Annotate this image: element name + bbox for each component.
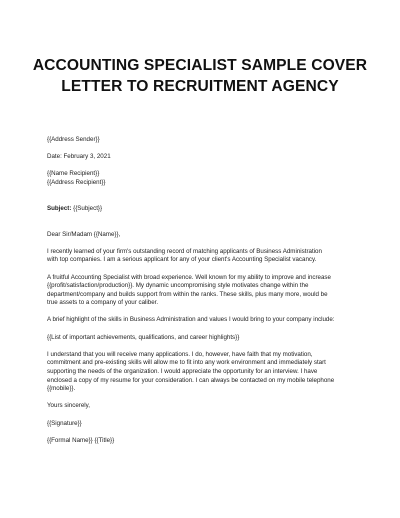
subject-label: Subject: — [47, 204, 72, 212]
paragraph-line: I understand that you will receive many applications. I do, however, have faith that my motivation, — [47, 350, 313, 358]
highlights-placeholder: {{List of important achievements, qualifications, and career highlights}} — [47, 333, 240, 341]
paragraph-1 — [47, 248, 369, 265]
name-recipient: {{Name Recipient}} — [47, 170, 100, 178]
paragraph-2 — [47, 274, 369, 308]
paragraph-line: true assets to a company of your caliber. — [47, 299, 159, 307]
paragraph-line: enclosed a copy of my resume for your consideration. I can always be contacted on my mobile telephone — [47, 376, 335, 384]
letter-date: Date: February 3, 2021 — [47, 153, 111, 161]
subject-value: {{Subject}} — [71, 204, 103, 212]
subject-line — [47, 205, 369, 214]
paragraph-line: with top companies. I am a serious applicant for any of your client's Accounting Specialist vacancy. — [47, 256, 317, 264]
paragraph-line: commitment and pre-existing skills will allow me to fit into any work environment and immediately start — [47, 359, 326, 367]
letter-body — [47, 136, 369, 445]
title-line-2: LETTER TO RECRUITMENT AGENCY — [61, 78, 339, 95]
formal-name-title: {{Formal Name}} {{Title}} — [47, 436, 115, 444]
paragraph-4 — [47, 351, 369, 394]
salutation: Dear Sir/Madam {{Name}}, — [47, 230, 121, 238]
paragraph-line: {{profit/satisfaction/production}}. My dynamic uncompromising style motivates change within the — [47, 282, 309, 290]
address-recipient: {{Address Recipient}} — [47, 178, 106, 186]
paragraph-line: A fruitful Accounting Specialist with broad experience. Well known for my ability to improve and increase — [47, 273, 331, 281]
title-line-1: ACCOUNTING SPECIALIST SAMPLE COVER — [32, 57, 368, 74]
document-title — [30, 55, 370, 97]
paragraph-line: department/company and builds support from within the ranks. These skills, plus many more, would be — [47, 290, 328, 298]
paragraph-3: A brief highlight of the skills in Business Administration and values I would bring to your company include: — [47, 316, 335, 324]
paragraph-line: I recently learned of your firm's outstanding record of matching applicants of Business Administration — [47, 247, 322, 255]
signature: {{Signature}} — [47, 419, 82, 427]
paragraph-line: {{mobile}}. — [47, 385, 76, 393]
paragraph-line: supporting the needs of the organization. I would appreciate the opportunity for an interview. I have — [47, 368, 318, 376]
closing: Yours sincerely, — [47, 402, 90, 410]
address-sender: {{Address Sender}} — [47, 136, 100, 143]
